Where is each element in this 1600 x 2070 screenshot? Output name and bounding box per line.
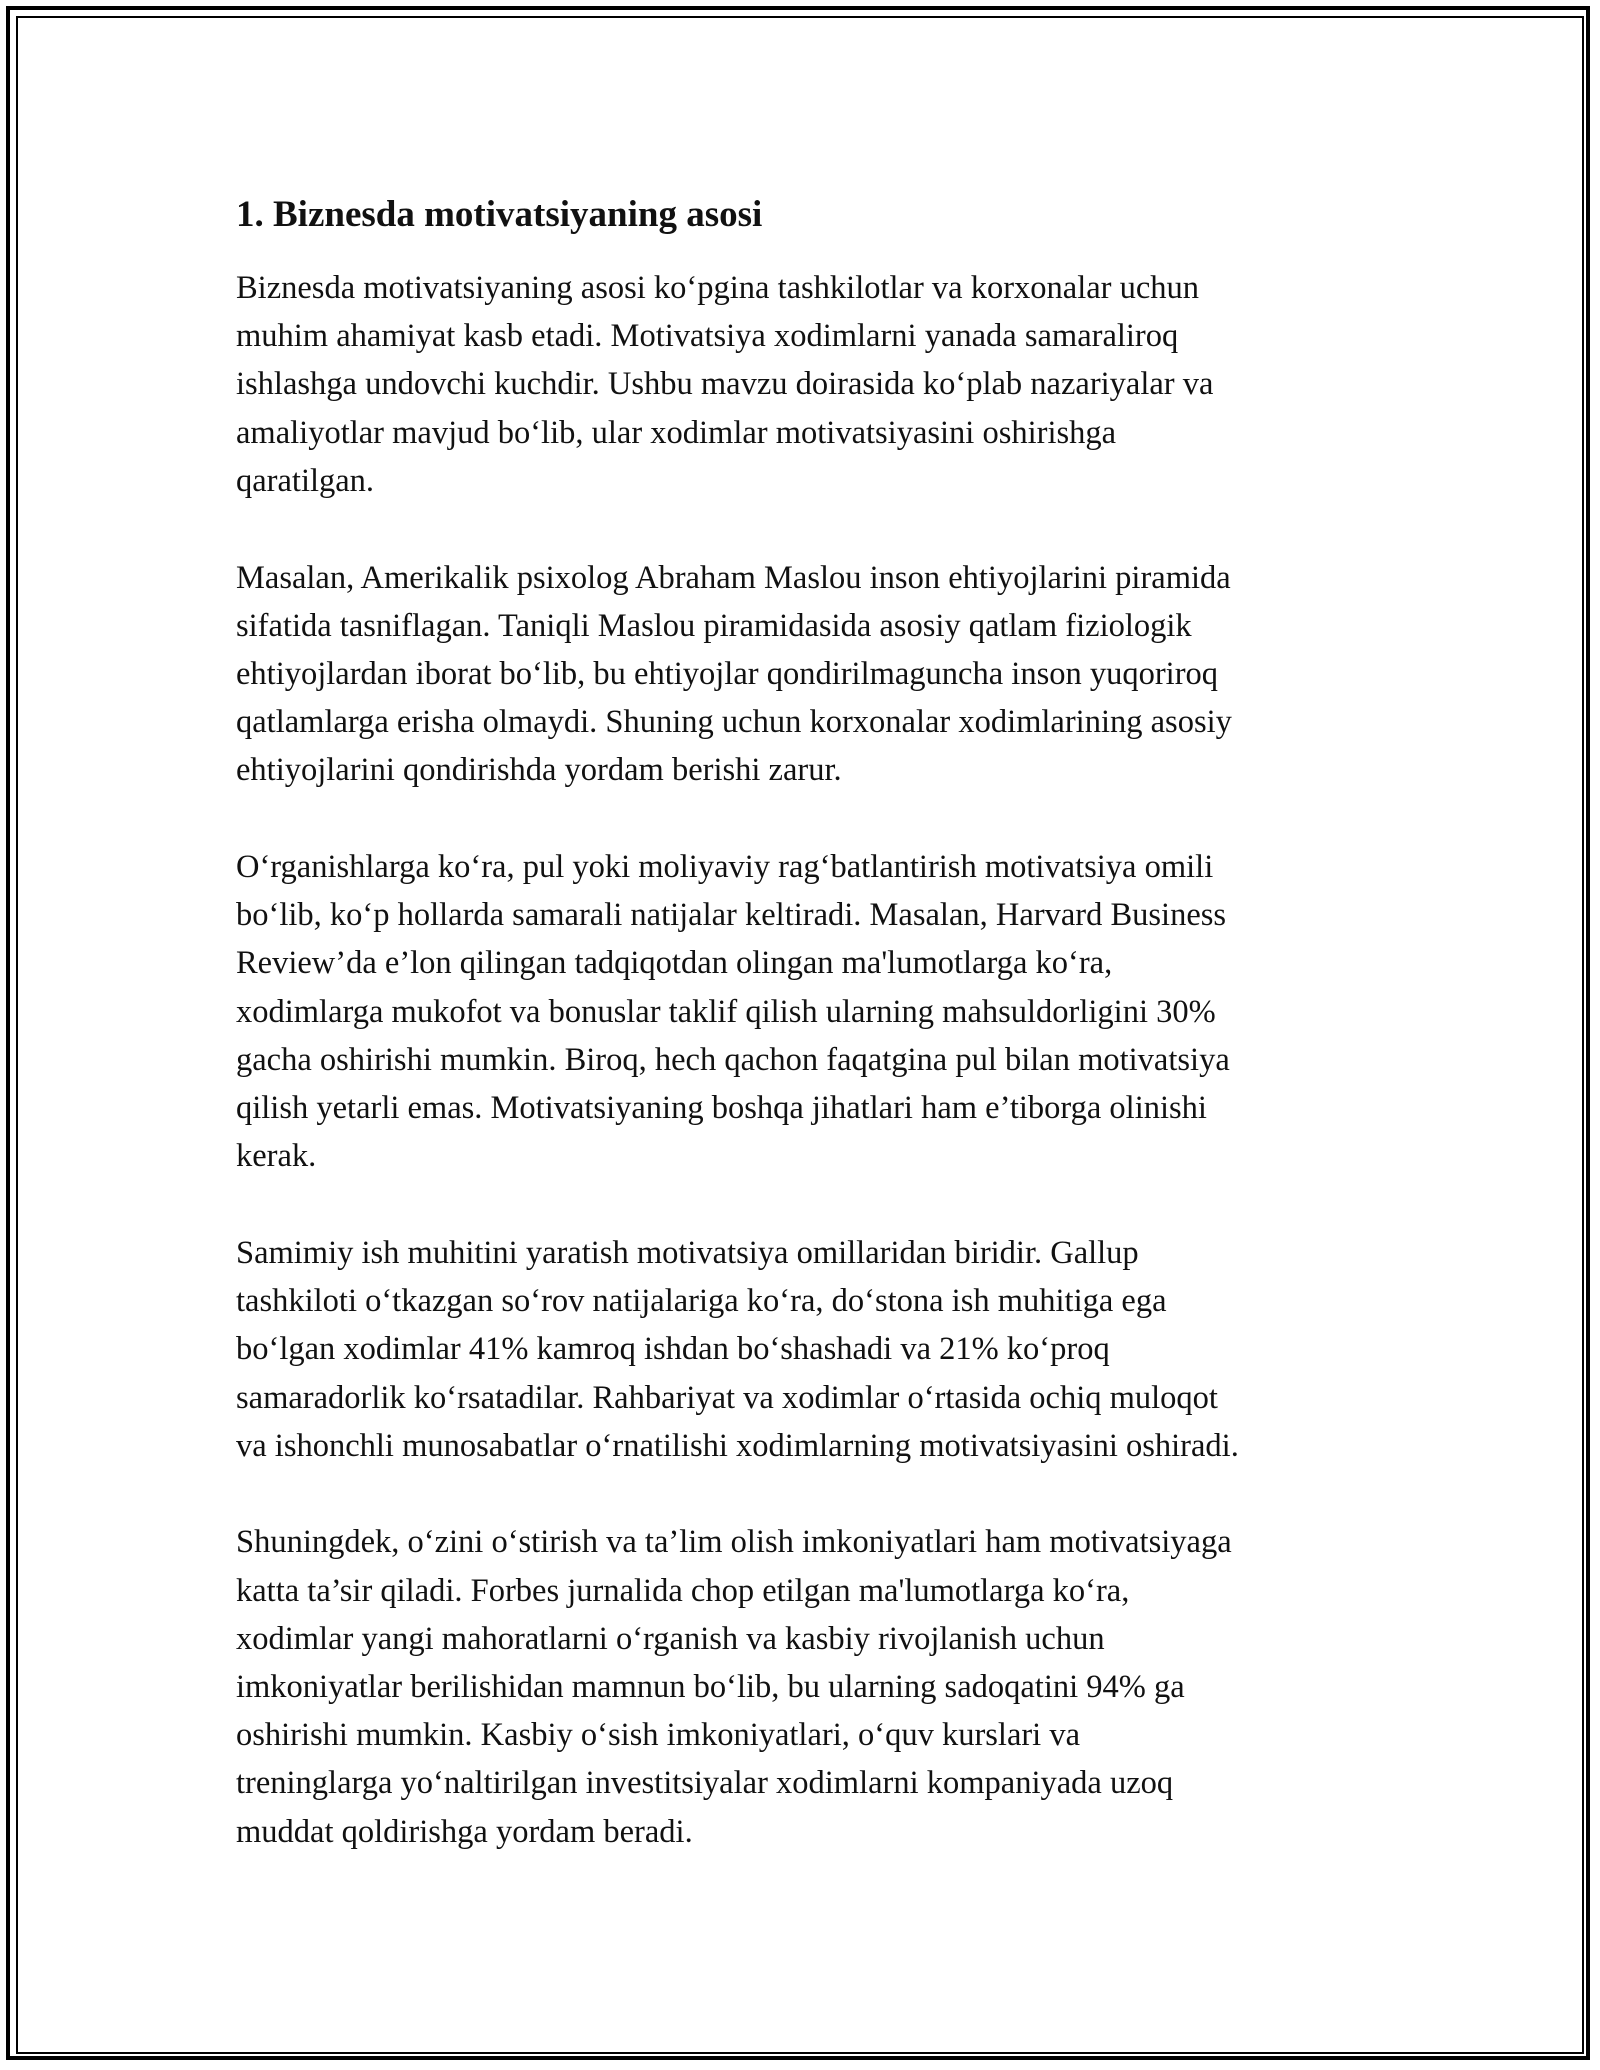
paragraph-1 [236,264,1396,505]
text-line: Samimiy ish muhitini yaratish motivatsiya omillaridan biridir. Gallup [236,1234,1139,1271]
document-body [236,182,1396,1904]
text-line: katta ta’sir qiladi. Forbes jurnalida chop etilgan ma'lumotlarga koʻra, [236,1572,1130,1609]
text-line: va ishonchli munosabatlar oʻrnatilishi xodimlarning motivatsiyasini oshiradi. [236,1427,1239,1464]
paragraph-5 [236,1518,1396,1855]
text-line: samaradorlik koʻrsatadilar. Rahbariyat va xodimlar oʻrtasida ochiq muloqot [236,1379,1218,1416]
paragraph-4 [236,1229,1396,1470]
paragraph-2 [236,554,1396,795]
text-line: muddat qoldirishga yordam beradi. [236,1813,693,1850]
text-line: muhim ahamiyat kasb etadi. Motivatsiya xodimlarni yanada samaraliroq [236,318,1179,355]
text-line: ehtiyojlardan iborat boʻlib, bu ehtiyojlar qondirilmaguncha inson yuqoriroq [236,655,1219,692]
text-line: tashkiloti oʻtkazgan soʻrov natijalariga koʻra, doʻstona ish muhitiga ega [236,1283,1167,1320]
text-line: sifatida tasniflagan. Taniqli Maslou piramidasida asosiy qatlam fiziologik [236,607,1192,644]
text-line: boʻlgan xodimlar 41% kamroq ishdan boʻshashadi va 21% koʻproq [236,1331,1110,1368]
text-line: ishlashga undovchi kuchdir. Ushbu mavzu doirasida koʻplab nazariyalar va [236,366,1214,403]
text-line: qaratilgan. [236,462,375,499]
text-line: Oʻrganishlarga koʻra, pul yoki moliyaviy ragʻbatlantirish motivatsiya omili [236,849,1214,886]
text-line: Biznesda motivatsiyaning asosi koʻpgina tashkilotlar va korxonalar uchun [236,270,1200,306]
text-line: Review’da e’lon qilingan tadqiqotdan olingan ma'lumotlarga koʻra, [236,945,1113,982]
text-line: qatlamlarga erisha olmaydi. Shuning uchun korxonalar xodimlarining asosiy [236,704,1232,741]
section-heading: 1. Biznesda motivatsiyaning asosi [236,194,763,235]
text-line: kerak. [236,1138,317,1175]
text-line: boʻlib, koʻp hollarda samarali natijalar keltiradi. Masalan, Harvard Business [236,897,1227,934]
text-line: Shuningdek, oʻzini oʻstirish va ta’lim olish imkoniyatlari ham motivatsiyaga [236,1524,1232,1561]
text-line: oshirishi mumkin. Kasbiy oʻsish imkoniyatlari, oʻquv kurslari va [236,1717,1081,1754]
text-line: Masalan, Amerikalik psixolog Abraham Maslou inson ehtiyojlarini piramida [236,559,1231,596]
text-line: qilish yetarli emas. Motivatsiyaning boshqa jihatlari ham e’tiborga olinishi [236,1090,1207,1127]
text-line: amaliyotlar mavjud boʻlib, ular xodimlar motivatsiyasini oshirishga [236,414,1117,451]
text-line: treninglarga yoʻnaltirilgan investitsiyalar xodimlarni kompaniyada uzoq [236,1765,1174,1802]
text-line: imkoniyatlar berilishidan mamnun boʻlib, bu ularning sadoqatini 94% ga [236,1669,1185,1706]
paragraph-3 [236,843,1396,1180]
text-line: gacha oshirishi mumkin. Biroq, hech qachon faqatgina pul bilan motivatsiya [236,1041,1230,1078]
text-line: xodimlarga mukofot va bonuslar taklif qilish ularning mahsuldorligini 30% [236,993,1216,1030]
text-line: xodimlar yangi mahoratlarni oʻrganish va kasbiy rivojlanish uchun [236,1620,1105,1657]
text-line: ehtiyojlarini qondirishda yordam berishi zarur. [236,752,842,789]
